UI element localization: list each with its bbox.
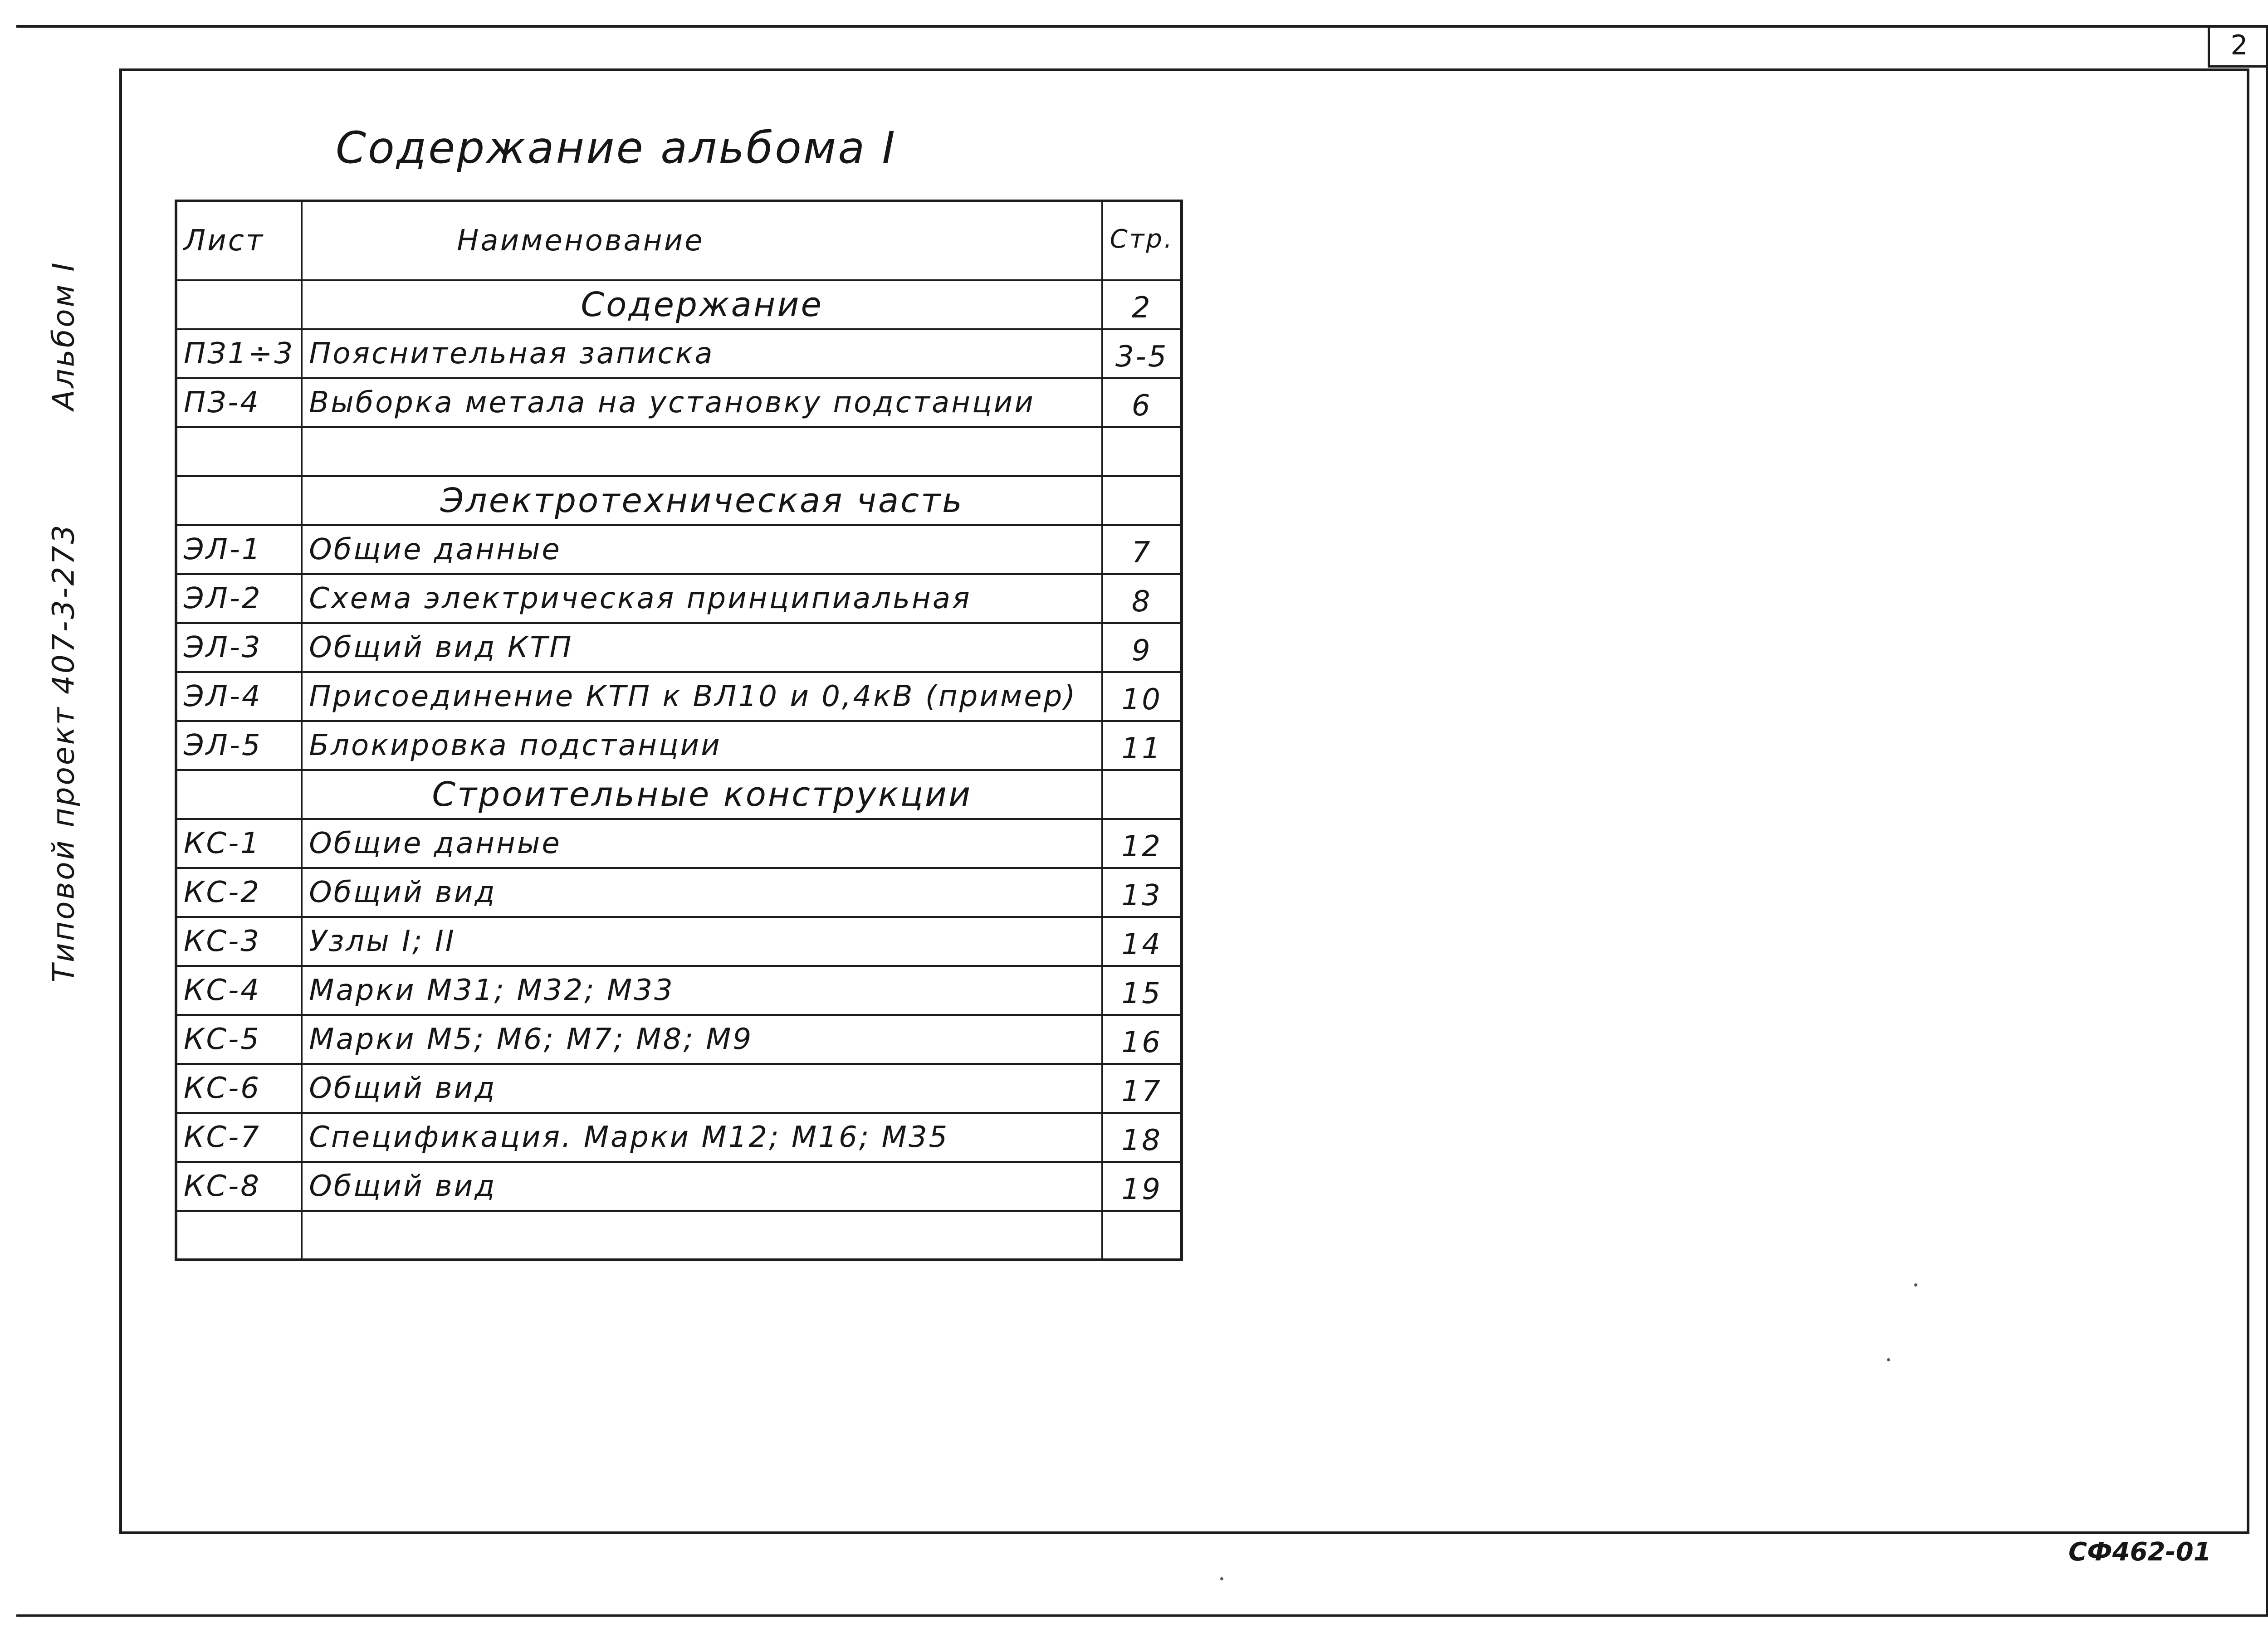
name-cell: Узлы I; II — [302, 917, 1102, 966]
header-page: Стр. — [1102, 201, 1182, 280]
sheet-cell: КС-1 — [176, 819, 302, 868]
name-cell: Общие данные — [302, 525, 1102, 574]
page-cell: 2 — [1102, 280, 1182, 329]
sheet-cell — [176, 770, 302, 819]
page-title: Содержание альбома I — [336, 122, 897, 173]
sheet-cell — [176, 476, 302, 525]
scan-speck — [1887, 1358, 1890, 1361]
name-cell: Спецификация. Марки М12; М16; М35 — [302, 1113, 1102, 1162]
name-cell: Схема электрическая принципиальная — [302, 574, 1102, 623]
page-cell: 9 — [1102, 623, 1182, 672]
sheet-cell: КС-4 — [176, 966, 302, 1015]
sheet-cell: ЭЛ-5 — [176, 721, 302, 770]
name-cell: Общий вид — [302, 1162, 1102, 1211]
name-cell: Пояснительная записка — [302, 329, 1102, 378]
scan-speck — [1220, 1577, 1223, 1580]
name-cell: Блокировка подстанции — [302, 721, 1102, 770]
sheet-cell: ЭЛ-2 — [176, 574, 302, 623]
sheet-cell: КС-5 — [176, 1015, 302, 1064]
side-album-label: Альбом I — [46, 261, 81, 410]
name-cell: Общий вид — [302, 868, 1102, 917]
page-cell: 11 — [1102, 721, 1182, 770]
page-cell: 15 — [1102, 966, 1182, 1015]
table-row — [176, 427, 1182, 476]
sheet-cell: КС-7 — [176, 1113, 302, 1162]
sheet-cell — [176, 280, 302, 329]
page-cell: 7 — [1102, 525, 1182, 574]
table-row — [176, 1211, 1182, 1260]
sheet-cell — [176, 1211, 302, 1260]
name-cell: Общий вид — [302, 1064, 1102, 1113]
page-cell — [1102, 476, 1182, 525]
table-row — [176, 623, 1182, 672]
section-row — [176, 476, 1182, 525]
scan-speck — [1914, 1283, 1917, 1287]
sheet-cell: КС-3 — [176, 917, 302, 966]
name-cell: Выборка метала на установку подстанции — [302, 378, 1102, 427]
page-cell: 16 — [1102, 1015, 1182, 1064]
sheet-cell: ЭЛ-3 — [176, 623, 302, 672]
page-cell: 10 — [1102, 672, 1182, 721]
table-row — [176, 721, 1182, 770]
table-row — [176, 1015, 1182, 1064]
page-number: 2 — [2208, 25, 2268, 68]
table-row — [176, 1064, 1182, 1113]
table-row — [176, 378, 1182, 427]
name-cell: Общий вид КТП — [302, 623, 1102, 672]
table-row — [176, 966, 1182, 1015]
sheet-cell: КС-6 — [176, 1064, 302, 1113]
page-cell — [1102, 427, 1182, 476]
page-cell: 13 — [1102, 868, 1182, 917]
name-cell — [302, 1211, 1102, 1260]
table-header-row — [176, 201, 1182, 280]
table-row — [176, 917, 1182, 966]
section-row — [176, 280, 1182, 329]
name-cell: Марки М5; М6; М7; М8; М9 — [302, 1015, 1102, 1064]
name-cell: Строительные конструкции — [302, 770, 1102, 819]
page-cell: 18 — [1102, 1113, 1182, 1162]
header-sheet: Лист — [176, 201, 302, 280]
table-row — [176, 574, 1182, 623]
sheet-cell: ЭЛ-4 — [176, 672, 302, 721]
table-row — [176, 329, 1182, 378]
sheet-cell: ПЗ1÷3 — [176, 329, 302, 378]
page-cell — [1102, 1211, 1182, 1260]
sheet-cell: ПЗ-4 — [176, 378, 302, 427]
table-row — [176, 525, 1182, 574]
header-name: Наименование — [302, 201, 1102, 280]
table-row — [176, 868, 1182, 917]
page-cell: 17 — [1102, 1064, 1182, 1113]
sheet-cell: КС-8 — [176, 1162, 302, 1211]
side-project-label: Типовой проект 407-3-273 — [46, 523, 81, 983]
page-cell: 6 — [1102, 378, 1182, 427]
sheet-cell: ЭЛ-1 — [176, 525, 302, 574]
table-row — [176, 1162, 1182, 1211]
name-cell: Общие данные — [302, 819, 1102, 868]
page-cell: 12 — [1102, 819, 1182, 868]
document-code: СФ462-01 — [2068, 1537, 2211, 1567]
table-row — [176, 1113, 1182, 1162]
page-cell — [1102, 770, 1182, 819]
contents-table — [175, 200, 1183, 1261]
sheet-cell — [176, 427, 302, 476]
sheet-cell: КС-2 — [176, 868, 302, 917]
page-cell: 19 — [1102, 1162, 1182, 1211]
table-row — [176, 819, 1182, 868]
page-cell: 3-5 — [1102, 329, 1182, 378]
name-cell: Марки М31; М32; М33 — [302, 966, 1102, 1015]
name-cell: Присоединение КТП к ВЛ10 и 0,4кВ (пример) — [302, 672, 1102, 721]
name-cell — [302, 427, 1102, 476]
section-row — [176, 770, 1182, 819]
name-cell: Содержание — [302, 280, 1102, 329]
page-cell: 8 — [1102, 574, 1182, 623]
table-row — [176, 672, 1182, 721]
page-cell: 14 — [1102, 917, 1182, 966]
name-cell: Электротехническая часть — [302, 476, 1102, 525]
